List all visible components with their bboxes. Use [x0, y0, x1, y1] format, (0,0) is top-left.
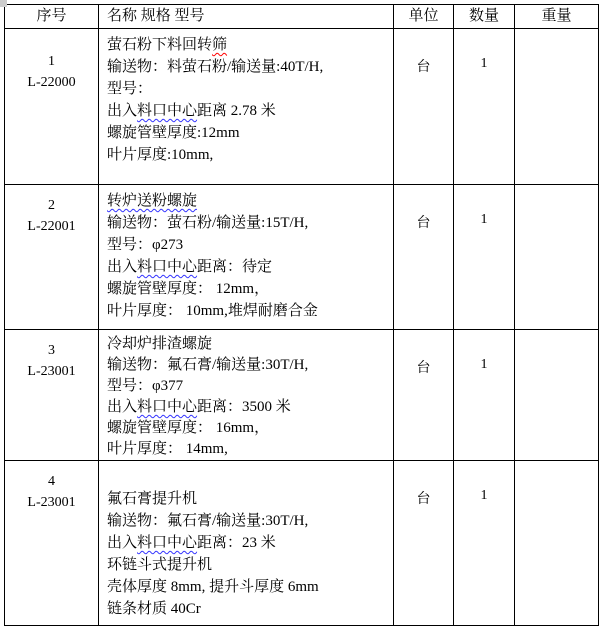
- column-header-qty: 数量: [454, 5, 515, 29]
- spec-text: 环链斗式提升机: [107, 557, 213, 573]
- spellcheck-underlined-text: 筛: [212, 37, 228, 53]
- spec-line: [107, 256, 389, 278]
- spec-line: [107, 510, 389, 532]
- grammar-underlined-text: 料口中心: [137, 399, 198, 415]
- item-code: L-22000: [27, 75, 76, 90]
- spec-line: [107, 300, 389, 322]
- spec-text: 距离：3500 米: [197, 399, 291, 415]
- table-row: [5, 185, 599, 330]
- spec-text: 壳体厚度 8mm, 提升斗厚度 6mm: [107, 579, 319, 595]
- unit-cell: 台: [394, 461, 454, 626]
- unit-cell: 台: [394, 29, 454, 185]
- spec-line: [107, 234, 389, 256]
- weight-cell: [515, 461, 599, 626]
- seq-cell: [5, 185, 99, 330]
- spec-line: [107, 355, 389, 376]
- weight-cell: [515, 185, 599, 330]
- table-corner-artifact: [0, 0, 7, 7]
- spec-text: 出入: [107, 535, 138, 551]
- spec-line: [107, 334, 389, 355]
- spec-line: [107, 397, 389, 418]
- quantity-cell: 1: [454, 461, 515, 626]
- column-header-seq: 序号: [5, 5, 99, 29]
- spec-text: 出入: [107, 399, 138, 415]
- table-body: [5, 29, 599, 626]
- spec-text: 螺旋管壁厚度： 16mm，: [107, 420, 270, 436]
- spec-text: 叶片厚度： 14mm,: [107, 441, 228, 457]
- seq-number: 4: [48, 474, 55, 489]
- seq-number: 3: [48, 343, 55, 358]
- spec-text: 叶片厚度： 10mm,堆焊耐磨合金: [107, 303, 318, 319]
- grammar-underlined-text: 料口中心: [137, 535, 198, 551]
- spec-line: [107, 144, 389, 166]
- seq-number: 2: [48, 198, 55, 213]
- seq-cell: [5, 29, 99, 185]
- spec-line: [107, 78, 389, 100]
- spec-text: 输送物：料萤石粉/输送量:40T/H,: [107, 59, 324, 75]
- quantity-cell: 1: [454, 330, 515, 461]
- spec-text: 型号：φ377: [107, 378, 184, 394]
- grammar-underlined-text: 料口中心: [137, 103, 198, 119]
- spec-line: [107, 212, 389, 234]
- spec-line: [107, 554, 389, 576]
- seq-cell: [5, 461, 99, 626]
- spec-text: 萤石粉下料回转: [107, 37, 213, 53]
- spec-text: 距离：23 米: [197, 535, 276, 551]
- equipment-spec-table: [4, 4, 599, 626]
- spec-line: [107, 418, 389, 439]
- spec-line: [107, 576, 389, 598]
- column-header-unit: 单位: [394, 5, 454, 29]
- quantity-cell: 1: [454, 29, 515, 185]
- name-spec-cell: [99, 461, 394, 626]
- column-header-name: 名称 规格 型号: [99, 5, 394, 29]
- spec-text: 氟石膏提升机: [107, 491, 198, 507]
- spec-line: [107, 56, 389, 78]
- spec-line: [107, 532, 389, 554]
- item-code: L-23001: [27, 495, 76, 510]
- name-spec-cell: [99, 29, 394, 185]
- spec-text: 距离 2.78 米: [197, 103, 276, 119]
- spec-text: 型号：: [107, 81, 153, 97]
- spec-text: 出入: [107, 259, 138, 275]
- spec-text: 螺旋管壁厚度:12mm: [107, 125, 240, 141]
- spec-line: [107, 488, 389, 510]
- spec-line: [107, 100, 389, 122]
- item-code: L-22001: [27, 219, 76, 234]
- spec-line: [107, 278, 389, 300]
- item-code: L-23001: [27, 364, 76, 379]
- spec-text: 链条材质 40Cr: [107, 601, 201, 617]
- spec-line: [107, 598, 389, 620]
- table-row: [5, 461, 599, 626]
- table-row: [5, 330, 599, 461]
- spec-text: 冷却炉排渣螺旋: [107, 336, 213, 352]
- seq-number: 1: [48, 54, 55, 69]
- spec-text: 型号：φ273: [107, 237, 184, 253]
- seq-cell: [5, 330, 99, 461]
- spec-text: 出入: [107, 103, 138, 119]
- grammar-underlined-text: 料口中心: [137, 259, 198, 275]
- quantity-cell: 1: [454, 185, 515, 330]
- table-header-row: [5, 5, 599, 29]
- spec-text: 距离：待定: [197, 259, 273, 275]
- spec-text: 叶片厚度:10mm,: [107, 147, 214, 163]
- spec-text: 输送物：氟石膏/输送量:30T/H,: [107, 513, 309, 529]
- spec-line: [107, 34, 389, 56]
- spec-line: [107, 466, 389, 488]
- weight-cell: [515, 29, 599, 185]
- table-row: [5, 29, 599, 185]
- name-spec-cell: [99, 185, 394, 330]
- spec-line: [107, 439, 389, 460]
- spec-text: 输送物：萤石粉/输送量:15T/H,: [107, 215, 309, 231]
- name-spec-cell: [99, 330, 394, 461]
- column-header-weight: 重量: [515, 5, 599, 29]
- spec-text: 螺旋管壁厚度： 12mm，: [107, 281, 270, 297]
- spec-line: [107, 190, 389, 212]
- spec-text: 输送物：氟石膏/输送量:30T/H,: [107, 357, 309, 373]
- unit-cell: 台: [394, 330, 454, 461]
- unit-cell: 台: [394, 185, 454, 330]
- grammar-underlined-text: 转炉送粉螺旋: [107, 193, 198, 209]
- spec-line: [107, 122, 389, 144]
- weight-cell: [515, 330, 599, 461]
- spec-line: [107, 376, 389, 397]
